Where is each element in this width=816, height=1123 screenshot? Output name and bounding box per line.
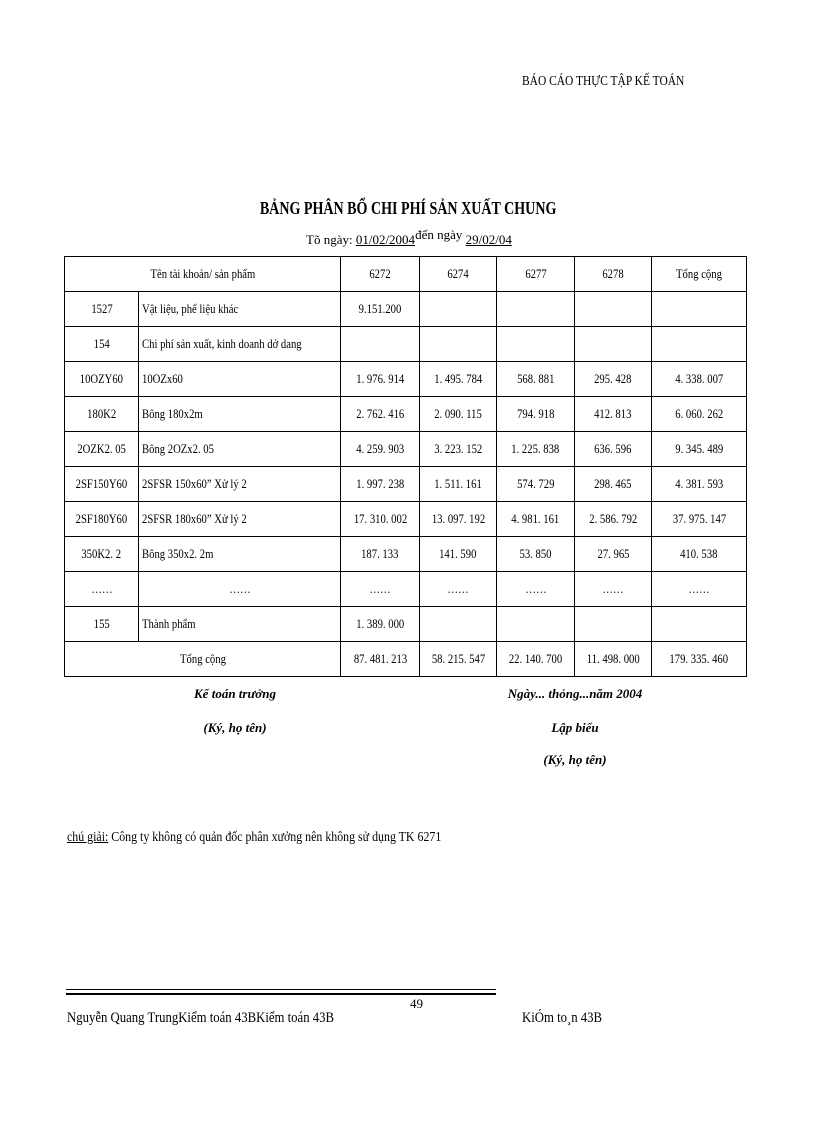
value-cell: …… — [420, 572, 497, 607]
total-cell: 410. 538 — [652, 537, 747, 572]
table-row — [65, 397, 747, 432]
account-code-cell: 2OZK2. 05 — [65, 432, 139, 467]
header-cell: 6278 — [575, 257, 652, 292]
header-cell: 6272 — [341, 257, 420, 292]
value-cell: 298. 465 — [575, 467, 652, 502]
value-cell: …… — [497, 572, 575, 607]
total-value-cell: 22. 140. 700 — [497, 642, 575, 677]
account-code-cell: 1527 — [65, 292, 139, 327]
total-cell — [652, 327, 747, 362]
footnote — [67, 830, 441, 846]
footnote-label: chú giải: — [67, 830, 109, 845]
account-name-cell: Thành phẩm — [139, 607, 341, 642]
account-name-cell: 2SFSR 150x60” Xử lý 2 — [139, 467, 341, 502]
total-cell: 37. 975. 147 — [652, 502, 747, 537]
table-row — [65, 537, 747, 572]
value-cell: 1. 495. 784 — [420, 362, 497, 397]
account-code-cell: 155 — [65, 607, 139, 642]
value-cell: 568. 881 — [497, 362, 575, 397]
total-cell — [652, 607, 747, 642]
table-row — [65, 362, 747, 397]
account-name-cell: Bông 180x2m — [139, 397, 341, 432]
value-cell: 1. 225. 838 — [497, 432, 575, 467]
value-cell: 4. 981. 161 — [497, 502, 575, 537]
account-name-cell: …… — [139, 572, 341, 607]
account-name-cell: Chi phí sản xuất, kinh doanh dở dang — [139, 327, 341, 362]
account-code-cell: 154 — [65, 327, 139, 362]
table-total-row — [65, 642, 747, 677]
table-header-row — [65, 257, 747, 292]
footnote-text: Công ty không có quản đốc phân xưởng nên không sử dụng TK 6271 — [108, 830, 442, 845]
value-cell: 794. 918 — [497, 397, 575, 432]
date-to-label: đến ngày — [415, 227, 463, 242]
footer-author: Nguyễn Quang TrungKiểm toán 43BKiểm toán 43B — [67, 1010, 335, 1026]
header-cell: Tên tài khoản/ sản phẩm — [65, 257, 341, 292]
value-cell: 295. 428 — [575, 362, 652, 397]
preparer-sign-note: (Ký, họ tên) — [543, 752, 607, 767]
account-name-cell: Vật liệu, phế liệu khác — [139, 292, 341, 327]
value-cell: 1. 976. 914 — [341, 362, 420, 397]
table-row — [65, 502, 747, 537]
value-cell: …… — [341, 572, 420, 607]
table-row — [65, 572, 747, 607]
value-cell — [497, 292, 575, 327]
value-cell — [341, 327, 420, 362]
total-value-cell: 87. 481. 213 — [341, 642, 420, 677]
total-cell: 4. 381. 593 — [652, 467, 747, 502]
account-name-cell: Bông 350x2. 2m — [139, 537, 341, 572]
chief-accountant-title: Kế toán trưởng — [194, 686, 276, 701]
date-range — [306, 227, 512, 248]
table-title: BẢNG PHÂN BỔ CHI PHÍ SẢN XUẤT CHUNG — [259, 198, 557, 218]
allocation-table — [64, 256, 747, 677]
value-cell: 53. 850 — [497, 537, 575, 572]
value-cell: 1. 389. 000 — [341, 607, 420, 642]
total-value-cell: 11. 498. 000 — [575, 642, 652, 677]
value-cell: 4. 259. 903 — [341, 432, 420, 467]
footer-class: KiÓm to¸n 43B — [522, 1010, 603, 1026]
value-cell — [420, 607, 497, 642]
total-cell: 4. 338. 007 — [652, 362, 747, 397]
value-cell — [497, 327, 575, 362]
value-cell: 141. 590 — [420, 537, 497, 572]
value-cell: 636. 596 — [575, 432, 652, 467]
total-cell: 9. 345. 489 — [652, 432, 747, 467]
account-code-cell: 350K2. 2 — [65, 537, 139, 572]
chief-accountant-sign-note: (Ký, họ tên) — [203, 720, 267, 735]
value-cell — [420, 292, 497, 327]
value-cell: 2. 586. 792 — [575, 502, 652, 537]
date-to-value: 29/02/04 — [465, 232, 512, 247]
total-cell — [652, 292, 747, 327]
date-from-value: 01/02/2004 — [355, 232, 416, 247]
account-name-cell: 2SFSR 180x60” Xử lý 2 — [139, 502, 341, 537]
total-cell: 6. 060. 262 — [652, 397, 747, 432]
value-cell: 2. 090. 115 — [420, 397, 497, 432]
value-cell — [575, 607, 652, 642]
header-cell: 6277 — [497, 257, 575, 292]
table-row — [65, 432, 747, 467]
table-row — [65, 292, 747, 327]
value-cell — [420, 327, 497, 362]
footer-rule-thick — [66, 993, 496, 995]
account-code-cell: 10OZY60 — [65, 362, 139, 397]
header-cell: Tổng cộng — [652, 257, 747, 292]
value-cell: 412. 813 — [575, 397, 652, 432]
account-code-cell: …… — [65, 572, 139, 607]
table-row — [65, 607, 747, 642]
account-name-cell: Bông 2OZx2. 05 — [139, 432, 341, 467]
grand-total-cell: 179. 335. 460 — [652, 642, 747, 677]
account-code-cell: 2SF180Y60 — [65, 502, 139, 537]
account-code-cell: 2SF150Y60 — [65, 467, 139, 502]
value-cell: 17. 310. 002 — [341, 502, 420, 537]
value-cell — [497, 607, 575, 642]
footer-rule-thin — [66, 989, 496, 990]
report-date-line: Ngày... thỏng...năm 2004 — [507, 686, 643, 701]
table-row — [65, 467, 747, 502]
value-cell: 13. 097. 192 — [420, 502, 497, 537]
value-cell — [575, 327, 652, 362]
value-cell: 9.151.200 — [341, 292, 420, 327]
account-code-cell: 180K2 — [65, 397, 139, 432]
value-cell: 574. 729 — [497, 467, 575, 502]
value-cell: 1. 511. 161 — [420, 467, 497, 502]
header-cell: 6274 — [420, 257, 497, 292]
preparer-title: Lập biểu — [551, 720, 599, 735]
total-value-cell: 58. 215. 547 — [420, 642, 497, 677]
value-cell: 3. 223. 152 — [420, 432, 497, 467]
total-cell: …… — [652, 572, 747, 607]
value-cell: 187. 133 — [341, 537, 420, 572]
account-name-cell: 10OZx60 — [139, 362, 341, 397]
report-header: BÁO CÁO THỰC TẬP KẾ TOÁN — [522, 74, 685, 89]
value-cell: …… — [575, 572, 652, 607]
page-number: 49 — [410, 996, 423, 1011]
date-from-label: Tõ ngày: — [306, 232, 353, 247]
value-cell — [575, 292, 652, 327]
total-label-cell: Tổng cộng — [65, 642, 341, 677]
table-row — [65, 327, 747, 362]
value-cell: 2. 762. 416 — [341, 397, 420, 432]
value-cell: 1. 997. 238 — [341, 467, 420, 502]
value-cell: 27. 965 — [575, 537, 652, 572]
